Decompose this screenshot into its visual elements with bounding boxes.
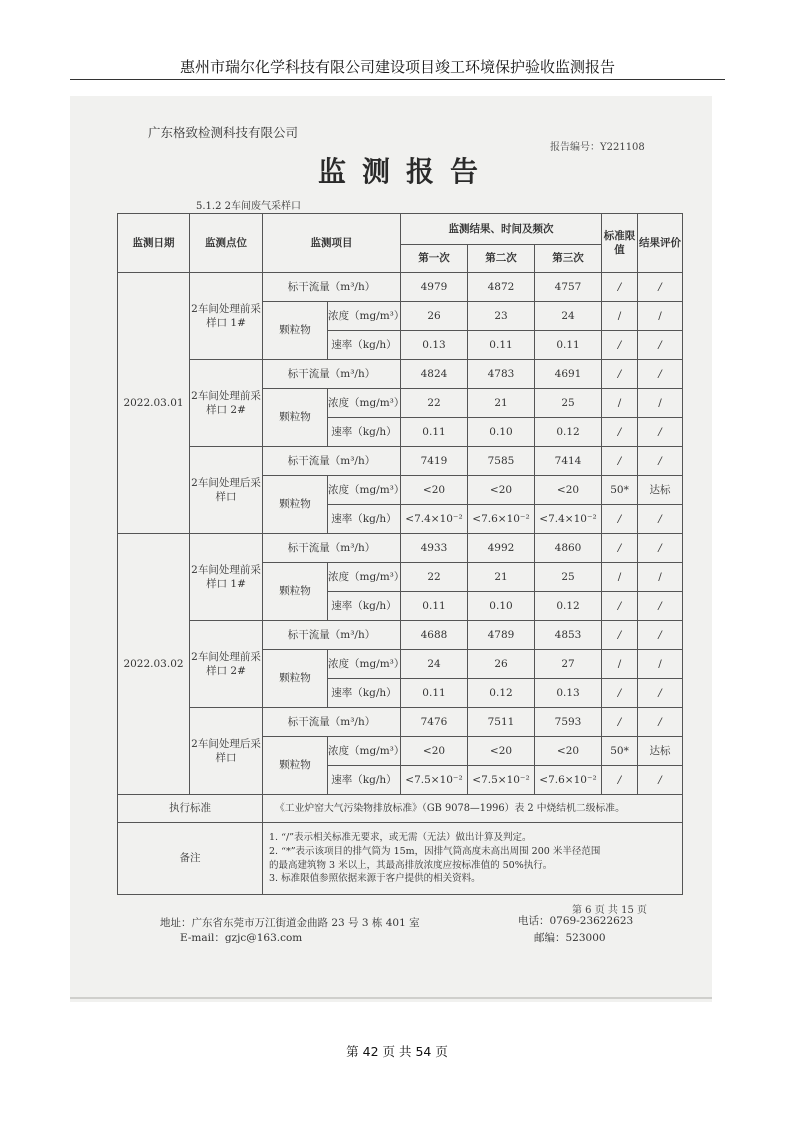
particle-label: 颗粒物 bbox=[263, 650, 328, 708]
conc-value: 21 bbox=[468, 563, 535, 592]
flow-value: 4691 bbox=[535, 360, 602, 389]
rate-value: 0.11 bbox=[401, 679, 468, 708]
flow-label: 标干流量（m³/h） bbox=[263, 273, 401, 302]
rate-value: <7.4×10⁻² bbox=[535, 505, 602, 534]
eval-cell: / bbox=[638, 418, 683, 447]
eval-cell: / bbox=[638, 360, 683, 389]
flow-value: 7593 bbox=[535, 708, 602, 737]
note-line: 的最高建筑物 3 米以上，其最高排放浓度应按标准值的 50%执行。 bbox=[269, 859, 553, 871]
particle-label: 颗粒物 bbox=[263, 302, 328, 360]
conc-value: 25 bbox=[535, 389, 602, 418]
eval-cell: / bbox=[638, 679, 683, 708]
eval-cell: / bbox=[638, 708, 683, 737]
company-name: 广东格致检测科技有限公司 bbox=[148, 125, 299, 140]
eval-cell: / bbox=[638, 592, 683, 621]
rate-value: <7.4×10⁻² bbox=[401, 505, 468, 534]
eval-cell: / bbox=[638, 766, 683, 795]
limit-cell: / bbox=[602, 679, 638, 708]
header-rule bbox=[70, 79, 725, 80]
rate-value: <7.6×10⁻² bbox=[468, 505, 535, 534]
flow-value: 4872 bbox=[468, 273, 535, 302]
header-first: 第一次 bbox=[401, 245, 468, 273]
conc-value: <20 bbox=[401, 476, 468, 505]
conc-value: 22 bbox=[401, 563, 468, 592]
flow-value: 7414 bbox=[535, 447, 602, 476]
eval-cell: / bbox=[638, 302, 683, 331]
limit-cell: 50* bbox=[602, 737, 638, 766]
eval-cell: / bbox=[638, 650, 683, 679]
flow-value: 4688 bbox=[401, 621, 468, 650]
flow-value: 7511 bbox=[468, 708, 535, 737]
date-cell: 2022.03.02 bbox=[118, 534, 190, 795]
notes-label: 备注 bbox=[118, 823, 263, 895]
report-number: 报告编号：Y221108 bbox=[550, 142, 645, 153]
rate-value: 0.12 bbox=[535, 592, 602, 621]
inner-page-number: 第 6 页 共 15 页 bbox=[572, 905, 647, 916]
note-line: 2. “*”表示该项目的排气筒为 15m，因排气筒高度未高出周围 200 米半径范围 bbox=[269, 845, 601, 857]
eval-cell: / bbox=[638, 331, 683, 360]
particle-label: 颗粒物 bbox=[263, 389, 328, 447]
rate-value: 0.10 bbox=[468, 418, 535, 447]
limit-cell: / bbox=[602, 389, 638, 418]
page-header: 惠州市瑞尔化学科技有限公司建设项目竣工环境保护验收监测报告 bbox=[179, 58, 615, 76]
flow-value: 7476 bbox=[401, 708, 468, 737]
rate-label: 速率（kg/h） bbox=[328, 331, 401, 360]
monitoring-table bbox=[117, 213, 683, 895]
conc-value: 23 bbox=[468, 302, 535, 331]
eval-cell: 达标 bbox=[638, 476, 683, 505]
limit-cell: / bbox=[602, 650, 638, 679]
flow-value: 4757 bbox=[535, 273, 602, 302]
conc-label: 浓度（mg/m³） bbox=[328, 650, 401, 679]
limit-cell: / bbox=[602, 302, 638, 331]
rate-value: 0.11 bbox=[401, 592, 468, 621]
conc-label: 浓度（mg/m³） bbox=[328, 476, 401, 505]
rate-value: <7.5×10⁻² bbox=[468, 766, 535, 795]
email: E-mail：gzjc@163.com bbox=[180, 932, 303, 944]
flow-value: 4979 bbox=[401, 273, 468, 302]
rate-value: <7.6×10⁻² bbox=[535, 766, 602, 795]
header-third: 第三次 bbox=[535, 245, 602, 273]
header-results: 监测结果、时间及频次 bbox=[401, 214, 602, 245]
conc-value: 24 bbox=[401, 650, 468, 679]
rate-value: 0.12 bbox=[535, 418, 602, 447]
conc-label: 浓度（mg/m³） bbox=[328, 563, 401, 592]
header-date: 监测日期 bbox=[118, 214, 190, 273]
conc-value: <20 bbox=[401, 737, 468, 766]
limit-cell: / bbox=[602, 418, 638, 447]
rate-label: 速率（kg/h） bbox=[328, 418, 401, 447]
rate-label: 速率（kg/h） bbox=[328, 505, 401, 534]
flow-value: 4933 bbox=[401, 534, 468, 563]
limit-cell: / bbox=[602, 766, 638, 795]
eval-cell: / bbox=[638, 273, 683, 302]
conc-value: <20 bbox=[535, 476, 602, 505]
limit-cell: / bbox=[602, 563, 638, 592]
limit-cell: / bbox=[602, 447, 638, 476]
conc-label: 浓度（mg/m³） bbox=[328, 389, 401, 418]
rate-value: 0.11 bbox=[468, 331, 535, 360]
conc-value: <20 bbox=[535, 737, 602, 766]
conc-value: 22 bbox=[401, 389, 468, 418]
rate-label: 速率（kg/h） bbox=[328, 592, 401, 621]
standard-text: 《工业炉窑大气污染物排放标准》（GB 9078—1996）表 2 中烧结机二级标准。 bbox=[263, 795, 683, 823]
particle-label: 颗粒物 bbox=[263, 563, 328, 621]
eval-cell: / bbox=[638, 534, 683, 563]
flow-value: 4853 bbox=[535, 621, 602, 650]
eval-cell: / bbox=[638, 621, 683, 650]
limit-cell: / bbox=[602, 331, 638, 360]
eval-cell: 达标 bbox=[638, 737, 683, 766]
flow-value: 4992 bbox=[468, 534, 535, 563]
standard-label: 执行标准 bbox=[118, 795, 263, 823]
conc-value: 26 bbox=[401, 302, 468, 331]
eval-cell: / bbox=[638, 563, 683, 592]
rate-label: 速率（kg/h） bbox=[328, 679, 401, 708]
conc-value: 24 bbox=[535, 302, 602, 331]
header-eval: 结果评价 bbox=[638, 214, 683, 273]
limit-cell: / bbox=[602, 505, 638, 534]
header-point: 监测点位 bbox=[190, 214, 263, 273]
flow-label: 标干流量（m³/h） bbox=[263, 447, 401, 476]
conc-value: 25 bbox=[535, 563, 602, 592]
eval-cell: / bbox=[638, 447, 683, 476]
flow-label: 标干流量（m³/h） bbox=[263, 621, 401, 650]
point-cell: 2车间处理前采样口 2# bbox=[190, 621, 263, 708]
conc-value: 21 bbox=[468, 389, 535, 418]
conc-label: 浓度（mg/m³） bbox=[328, 302, 401, 331]
flow-value: 4783 bbox=[468, 360, 535, 389]
conc-value: <20 bbox=[468, 737, 535, 766]
page-footer: 第 42 页 共 54 页 bbox=[346, 1044, 448, 1059]
flow-value: 7585 bbox=[468, 447, 535, 476]
particle-label: 颗粒物 bbox=[263, 476, 328, 534]
conc-value: 27 bbox=[535, 650, 602, 679]
report-title: 监测报告 bbox=[318, 155, 495, 188]
point-cell: 2车间处理前采样口 2# bbox=[190, 360, 263, 447]
limit-cell: / bbox=[602, 360, 638, 389]
eval-cell: / bbox=[638, 389, 683, 418]
notes-content bbox=[263, 823, 683, 895]
section-label: 5.1.2 2车间废气采样口 bbox=[196, 201, 301, 212]
limit-cell: / bbox=[602, 708, 638, 737]
particle-label: 颗粒物 bbox=[263, 737, 328, 795]
eval-cell: / bbox=[638, 505, 683, 534]
note-line: 3. 标准限值参照依据来源于客户提供的相关资料。 bbox=[269, 873, 481, 885]
limit-cell: / bbox=[602, 592, 638, 621]
flow-label: 标干流量（m³/h） bbox=[263, 360, 401, 389]
date-cell: 2022.03.01 bbox=[118, 273, 190, 534]
postcode: 邮编：523000 bbox=[534, 932, 606, 944]
rate-value: 0.13 bbox=[401, 331, 468, 360]
scan-edge bbox=[70, 997, 712, 999]
rate-value: 0.12 bbox=[468, 679, 535, 708]
limit-cell: / bbox=[602, 273, 638, 302]
phone: 电话：0769-23622623 bbox=[518, 915, 634, 927]
rate-label: 速率（kg/h） bbox=[328, 766, 401, 795]
conc-value: 26 bbox=[468, 650, 535, 679]
note-line: 1. “/”表示相关标准无要求，或无需（无法）做出计算及判定。 bbox=[269, 831, 532, 843]
flow-label: 标干流量（m³/h） bbox=[263, 534, 401, 563]
point-cell: 2车间处理后采样口 bbox=[190, 447, 263, 534]
limit-cell: 50* bbox=[602, 476, 638, 505]
flow-label: 标干流量（m³/h） bbox=[263, 708, 401, 737]
point-cell: 2车间处理前采样口 1# bbox=[190, 273, 263, 360]
conc-label: 浓度（mg/m³） bbox=[328, 737, 401, 766]
rate-value: 0.13 bbox=[535, 679, 602, 708]
flow-value: 7419 bbox=[401, 447, 468, 476]
point-cell: 2车间处理后采样口 bbox=[190, 708, 263, 795]
flow-value: 4824 bbox=[401, 360, 468, 389]
rate-value: 0.11 bbox=[535, 331, 602, 360]
rate-value: 0.11 bbox=[401, 418, 468, 447]
point-cell: 2车间处理前采样口 1# bbox=[190, 534, 263, 621]
limit-cell: / bbox=[602, 621, 638, 650]
flow-value: 4789 bbox=[468, 621, 535, 650]
rate-value: 0.10 bbox=[468, 592, 535, 621]
rate-value: <7.5×10⁻² bbox=[401, 766, 468, 795]
header-second: 第二次 bbox=[468, 245, 535, 273]
limit-cell: / bbox=[602, 534, 638, 563]
header-limit: 标准限值 bbox=[602, 214, 638, 273]
flow-value: 4860 bbox=[535, 534, 602, 563]
header-item: 监测项目 bbox=[263, 214, 401, 273]
address: 地址：广东省东莞市万江街道金曲路 23 号 3 栋 401 室 bbox=[160, 917, 420, 929]
conc-value: <20 bbox=[468, 476, 535, 505]
